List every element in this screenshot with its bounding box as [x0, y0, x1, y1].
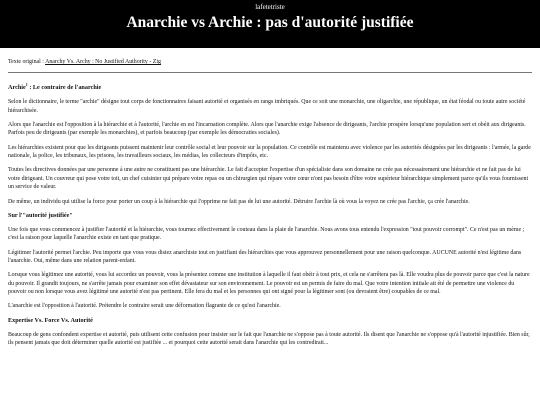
footnote-marker[interactable]: 1 [25, 82, 28, 88]
paragraph: L'anarchie est l'opposition à l'autorité. Prétendre le contraire serait une déformation flagrante de ce qu'est l'anarchie. [8, 303, 281, 310]
section-heading-autorite-justifiee: Sur l'"autorité justifiée" [8, 211, 73, 219]
page-header [0, 0, 540, 48]
paragraph: Lorsque vous légitimez une autorité, vous lui accordez un pouvoir, vous la présentez comme une institution à laquelle il faut obéir à tout prix, et cela ne s'arrêtera pas là. Elle voudra plus de pouvoir parce que c'est la nature du pouvoir. Il grandit toujours, ne s'arrête jamais pour examiner son effet dévastateur sur son environnement. Le pouvoir est un permis de faire du mal. Que votre intention initiale ait été de permettre une violence du pouvoir ou non lorsque vous avez légitimé une autorité n'est pas pertinent. Elle fera du mal et les personnes qui ont signé pour la légitimer sont (ou devraient être) coupables de ce mal. [8, 272, 530, 296]
paragraph: Alors que l'anarchie est l'opposition à la hiérarchie et à l'autorité, l'archie en est l'incarnation complète. Alors que l'anarchie exige l'absence de dirigeants, l'archie prospère lorsqu'une population sert et obéit aux dirigeants. Parfois peu de dirigeants (par exemple les monarchies), et parfois beaucoup (par exemple les démocraties sociales). [8, 121, 526, 137]
page-title: Anarchie vs Archie : pas d'autorité justifiée [126, 14, 414, 31]
paragraph: Beaucoup de gens confondent expertise et autorité, puis utilisent cette confusion pour insister sur le fait que l'anarchie ne s'oppose pas à toute autorité. Ils disent que l'anarchie ne s'oppose qu'à l'autorité injustifiée. Bien sûr, ils pensent jamais que doit déterminer quelle autorité est justifiée ... et pourquoi cette autorité serait dans l'anarchie qui les contredirait... [8, 331, 530, 346]
divider [8, 72, 532, 73]
paragraph: Une fois que vous commencez à justifier l'autorité et la hiérarchie, vous tournez effectivement le couteau dans la plaie de l'anarchie. Nous avons tous entendu l'expression "tout pouvoir corrompt". Ce n'est pas un mème ; c'est la raison pour laquelle l'anarchie existe en tant que pratique. [8, 226, 525, 242]
paragraph: Selon le dictionnaire, le terme "archie" désigne tout corps de fonctionnaires faisant autorité et organisés en rangs imbriqués. Que ce soit une monarchie, une oligarchie, une république, un état féodal ou toute autre société hiérarchisée. [8, 99, 526, 114]
original-text-link[interactable]: Anarchy Vs. Archy : No Justified Authority - Zig [45, 59, 161, 65]
article-body [0, 58, 540, 347]
section-heading-text: Archie [8, 84, 26, 92]
section-heading-rest: : Le contraire de l'anarchie [27, 84, 102, 92]
paragraph: Les hiérarchies existent pour que les dirigeants puissent maintenir leur contrôle social et leur pouvoir sur la population. Ce contrôle est maintenu avec violence par les autorités désignées par les dirigeants : l'armée, la garde nationale, la police, les tribunaux, les prisons, les travailleurs sociaux, les médias, les collecteurs d'impôts, etc. [8, 144, 531, 160]
paragraph: Légitimer l'autorité permet l'archie. Peu importe que vous vous disiez anarchiste tout en justifiant des hiérarchies que vous approuvez personnellement pour une raison quelconque. AUCUNE autorité n'est légitime dans l'anarchie. Oui, même dans une relation parent-enfant. [8, 249, 522, 264]
section-heading-expertise: Expertise Vs. Force Vs. Autorité [8, 316, 93, 324]
original-text-label: Texte original : [8, 59, 46, 65]
section-heading-archie [8, 82, 532, 93]
paragraph: De même, un individu qui utilise la force pour porter un coup à la hiérarchie qui l'opprime ne fait pas de lui une autorité. Détruire l'archie là où vous la voyez ne crée pas l'archie, ça crée l'anarchie. [8, 198, 470, 205]
site-name[interactable]: lafetetriste [255, 3, 285, 11]
paragraph: Toutes les directives données par une personne à une autre ne constituent pas une hiérarchie. Le fait d'accepter l'expertise d'un spécialiste dans son domaine ne crée pas nécessairement une hiérarchie et ne fait pas de lui votre dirigeant. Un couvreur qui pose votre toit, un chef cuisinier qui prépare votre repas ou un chirurgien qui répare votre cœur n'ont pas besoin d'être votre supérieur hiérarchique simplement parce qu'ils vous fournissent un service de valeur. [8, 167, 529, 191]
original-text-line [8, 58, 532, 66]
